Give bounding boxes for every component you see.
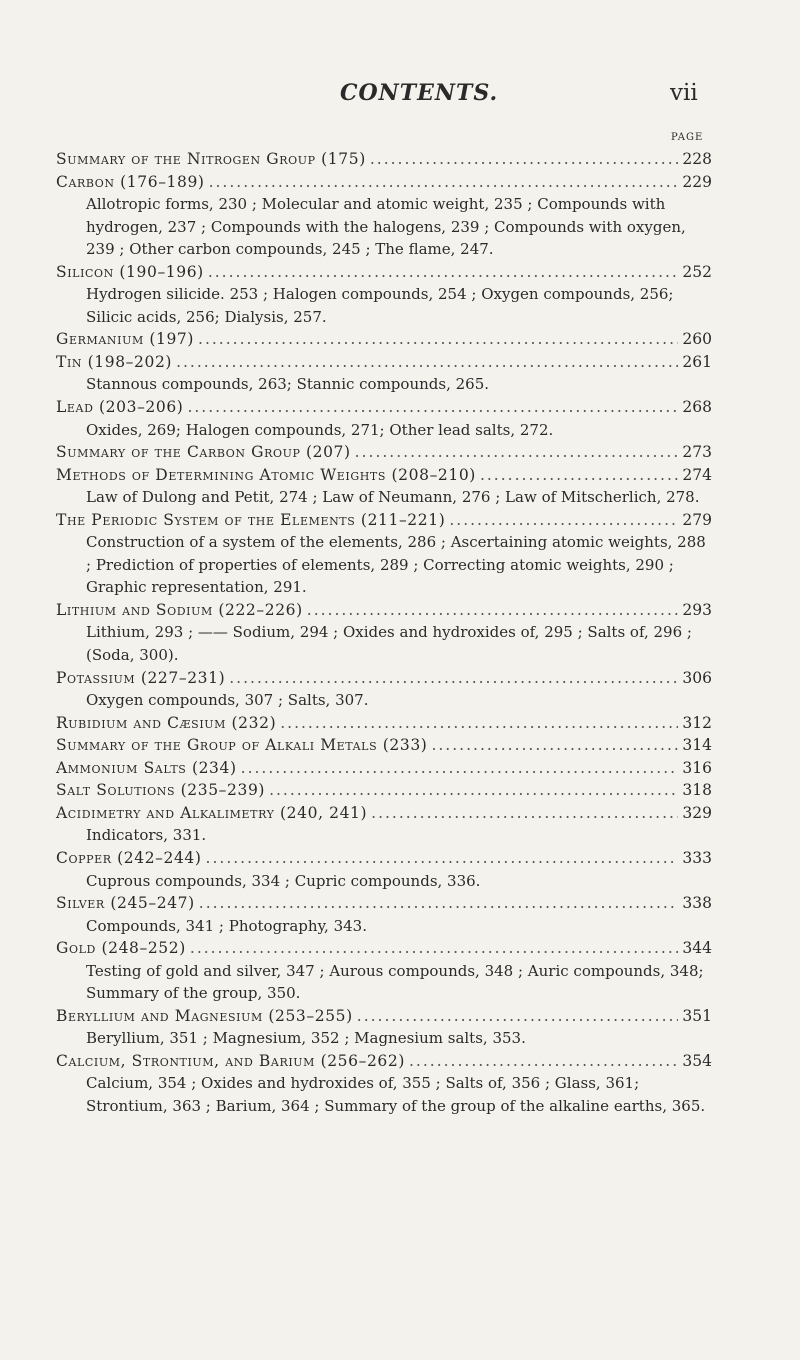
dot-leader	[208, 261, 679, 284]
toc-entry-section-range: (190–196)	[119, 262, 204, 281]
toc-entry-heading: Silicon	[56, 262, 114, 281]
toc-entry-line	[56, 779, 712, 802]
toc-entry-heading: Carbon	[56, 172, 115, 191]
dot-leader	[449, 509, 678, 532]
dot-leader	[176, 351, 678, 374]
toc-entry	[56, 892, 712, 937]
toc-entry-description: Allotropic forms, 230 ; Molecular and atomic weight, 235 ; Compounds with hydrogen, 237 ; Compounds with the halogens, 239 ; Compounds with oxygen, 239 ; Other carbon compounds, 245 ; The flame, 247.	[86, 195, 686, 259]
toc-entry-heading: Silver	[56, 894, 105, 913]
toc-entry-description: Calcium, 354 ; Oxides and hydroxides of, 355 ; Salts of, 356 ; Glass, 361; Strontium, 363 ; Barium, 364 ; Summary of the group of the alkaline earths, 365.	[86, 1074, 706, 1115]
toc-entry-page: 279	[682, 510, 712, 529]
toc-entry-line	[56, 328, 712, 351]
toc-entry-section-range: (256–262)	[320, 1051, 405, 1070]
toc-entry	[56, 712, 712, 735]
toc-entry-page: 252	[682, 262, 712, 281]
toc-entry	[56, 148, 712, 171]
page-number: vii	[670, 80, 698, 106]
dot-leader	[269, 779, 678, 802]
dot-leader	[357, 1005, 679, 1028]
toc-entry-description: Beryllium, 351 ; Magnesium, 352 ; Magnesium salts, 353.	[86, 1029, 526, 1048]
toc-entry-heading: Potassium	[56, 668, 136, 687]
toc-entry-page: 229	[682, 172, 712, 191]
toc-entry-page: 312	[682, 713, 712, 732]
toc-entry-page: 268	[682, 398, 712, 417]
toc-entry	[56, 351, 712, 396]
toc-entry-description: Indicators, 331.	[86, 826, 207, 845]
toc-entry-title	[56, 1005, 353, 1028]
toc-entry-line	[56, 847, 712, 870]
toc-entry	[56, 1050, 712, 1118]
toc-entry-heading: Lead	[56, 398, 94, 417]
toc-entry-title	[56, 892, 195, 915]
toc-entry-page: 306	[682, 668, 712, 687]
toc-entry-title	[56, 171, 205, 194]
toc-entry-line	[56, 599, 712, 622]
toc-entry-section-range: (248–252)	[101, 939, 186, 958]
toc-entry-line	[56, 351, 712, 374]
toc-entry-heading: Summary of the Nitrogen Group	[56, 150, 316, 168]
toc-entry-section-range: (235–239)	[180, 781, 266, 800]
dot-leader	[355, 441, 679, 464]
toc-entry-page: 333	[682, 848, 712, 867]
toc-entry	[56, 509, 712, 599]
page-column-label: PAGE	[671, 132, 704, 143]
toc-entry-heading: Summary of the Carbon Group	[56, 443, 301, 462]
toc-entry-page: 344	[682, 939, 712, 958]
toc-entry-page: 228	[682, 150, 712, 168]
dot-leader	[187, 396, 678, 419]
toc-entry	[56, 734, 712, 757]
toc-entry-line	[56, 802, 712, 825]
table-of-contents	[56, 148, 712, 1118]
toc-entry-heading: Rubidium and Cæsium	[56, 713, 226, 732]
toc-entry-description: Compounds, 341 ; Photography, 343.	[86, 916, 367, 935]
toc-entry-line	[56, 892, 712, 915]
toc-entry-line	[56, 464, 712, 487]
toc-entry-description: Law of Dulong and Petit, 274 ; Law of Neumann, 276 ; Law of Mitscherlich, 278.	[86, 488, 700, 507]
toc-entry-line	[56, 441, 712, 464]
toc-entry-page: 338	[682, 894, 712, 913]
toc-entry	[56, 779, 712, 802]
toc-entry-title	[56, 351, 172, 374]
toc-entry-line	[56, 1005, 712, 1028]
toc-entry-line	[56, 757, 712, 780]
toc-entry-section-range: (211–221)	[360, 510, 446, 529]
dot-leader	[409, 1050, 678, 1073]
toc-entry-title	[56, 712, 276, 735]
toc-entry-section-range: (242–244)	[117, 848, 202, 867]
toc-entry-section-range: (207)	[305, 443, 351, 462]
toc-entry-description: Oxygen compounds, 307 ; Salts, 307.	[86, 691, 369, 710]
dot-leader	[198, 328, 678, 351]
toc-entry-section-range: (203–206)	[99, 398, 184, 417]
toc-entry-description: Stannous compounds, 263; Stannic compounds, 265.	[86, 375, 490, 394]
dot-leader	[199, 892, 679, 915]
toc-entry-title	[56, 757, 237, 780]
toc-entry-section-range: (208–210)	[391, 465, 476, 484]
toc-entry-section-range: (197)	[149, 330, 195, 349]
toc-entry-section-range: (234)	[191, 758, 237, 777]
toc-entry-title	[56, 779, 265, 802]
toc-entry-page: 293	[682, 600, 712, 619]
toc-entry	[56, 937, 712, 1005]
toc-entry-heading: Germanium	[56, 330, 144, 349]
toc-entry-section-range: (175)	[321, 150, 366, 168]
toc-entry-title	[56, 441, 351, 464]
dot-leader	[280, 712, 678, 735]
toc-entry-line	[56, 396, 712, 419]
dot-leader	[190, 937, 679, 960]
toc-entry-title	[56, 328, 194, 351]
toc-entry-heading: Copper	[56, 848, 112, 867]
toc-entry-title	[56, 261, 204, 284]
toc-entry-line	[56, 1050, 712, 1073]
toc-entry	[56, 396, 712, 441]
toc-entry-page: 274	[682, 465, 712, 484]
toc-entry-section-range: (232)	[231, 713, 277, 732]
toc-entry-section-range: (253–255)	[268, 1006, 353, 1025]
dot-leader	[307, 599, 679, 622]
toc-entry-title	[56, 802, 367, 825]
dot-leader	[229, 667, 678, 690]
toc-entry-title	[56, 734, 427, 757]
toc-entry-title	[56, 148, 366, 171]
toc-entry-section-range: (176–189)	[120, 172, 205, 191]
toc-entry-page: 261	[682, 352, 712, 371]
toc-entry-heading: Lithium and Sodium	[56, 600, 213, 619]
toc-entry	[56, 667, 712, 712]
toc-entry-title	[56, 667, 225, 690]
toc-entry-line	[56, 261, 712, 284]
dot-leader	[241, 757, 679, 780]
dot-leader	[370, 148, 679, 171]
toc-entry-heading: Salt Solutions	[56, 781, 176, 800]
toc-entry-page: 273	[682, 443, 712, 462]
dot-leader	[371, 802, 678, 825]
toc-entry	[56, 757, 712, 780]
toc-entry-title	[56, 599, 303, 622]
toc-entry-page: 260	[682, 330, 712, 349]
toc-entry-page: 329	[682, 803, 712, 822]
toc-entry	[56, 441, 712, 464]
toc-entry-description: Testing of gold and silver, 347 ; Aurous compounds, 348 ; Auric compounds, 348; Summary of the group, 350.	[86, 961, 704, 1003]
toc-entry-section-range: (227–231)	[140, 668, 226, 687]
toc-entry-heading: Beryllium and Magnesium	[56, 1006, 263, 1025]
toc-entry-description: Construction of a system of the elements, 286 ; Ascertaining atomic weights, 288 ; Prediction of properties of elements, 289 ; Correcting atomic weights, 290 ; Graphic representation, 291.	[86, 533, 706, 597]
toc-entry-heading: Acidimetry and Alkalimetry	[56, 803, 275, 822]
toc-entry	[56, 328, 712, 351]
toc-entry	[56, 464, 712, 509]
toc-entry	[56, 847, 712, 892]
running-head	[0, 76, 800, 108]
toc-entry-page: 314	[682, 736, 712, 755]
toc-entry-section-range: (245–247)	[110, 894, 195, 913]
toc-entry-line	[56, 509, 712, 532]
toc-entry	[56, 1005, 712, 1050]
toc-entry	[56, 261, 712, 329]
toc-entry-line	[56, 712, 712, 735]
toc-entry-title	[56, 847, 202, 870]
toc-entry-title	[56, 396, 183, 419]
toc-entry-line	[56, 667, 712, 690]
toc-entry	[56, 802, 712, 847]
toc-entry-heading: Ammonium Salts	[56, 758, 187, 777]
toc-entry	[56, 171, 712, 261]
toc-entry-heading: Methods of Determining Atomic Weights	[56, 465, 386, 484]
toc-entry-title	[56, 464, 476, 487]
toc-entry-description: Oxides, 269; Halogen compounds, 271; Other lead salts, 272.	[86, 420, 554, 439]
toc-entry-line	[56, 148, 712, 171]
toc-entry-heading: Calcium, Strontium, and Barium	[56, 1051, 316, 1070]
toc-entry-page: 351	[682, 1006, 712, 1025]
dot-leader	[480, 464, 678, 487]
toc-entry-description: Cuprous compounds, 334 ; Cupric compounds, 336.	[86, 871, 481, 890]
toc-entry-line	[56, 734, 712, 757]
toc-entry-heading: Tin	[56, 352, 83, 371]
toc-entry-section-range: (222–226)	[218, 600, 303, 619]
dot-leader	[209, 171, 679, 194]
toc-entry-section-range: (233)	[382, 736, 428, 755]
dot-leader	[206, 847, 679, 870]
toc-entry	[56, 599, 712, 667]
toc-entry-title	[56, 1050, 405, 1073]
toc-entry-section-range: (198–202)	[87, 352, 173, 371]
toc-entry-heading: Gold	[56, 939, 96, 958]
toc-entry-page: 318	[682, 781, 712, 800]
toc-entry-page: 316	[682, 758, 712, 777]
toc-entry-title	[56, 937, 186, 960]
toc-entry-line	[56, 937, 712, 960]
toc-entry-heading: Summary of the Group of Alkali Metals	[56, 736, 378, 755]
toc-entry-line	[56, 171, 712, 194]
dot-leader	[431, 734, 678, 757]
toc-entry-description: Hydrogen silicide. 253 ; Halogen compounds, 254 ; Oxygen compounds, 256; Silicic acids, 256; Dialysis, 257.	[86, 285, 674, 326]
toc-entry-section-range: (240, 241)	[280, 803, 368, 822]
running-head-title: CONTENTS.	[340, 80, 499, 106]
toc-entry-title	[56, 509, 445, 532]
toc-entry-page: 354	[682, 1051, 712, 1070]
toc-entry-description: Lithium, 293 ; —— Sodium, 294 ; Oxides and hydroxides of, 295 ; Salts of, 296 ; (Soda, 300).	[86, 623, 692, 665]
toc-entry-heading: The Periodic System of the Elements	[56, 510, 356, 529]
